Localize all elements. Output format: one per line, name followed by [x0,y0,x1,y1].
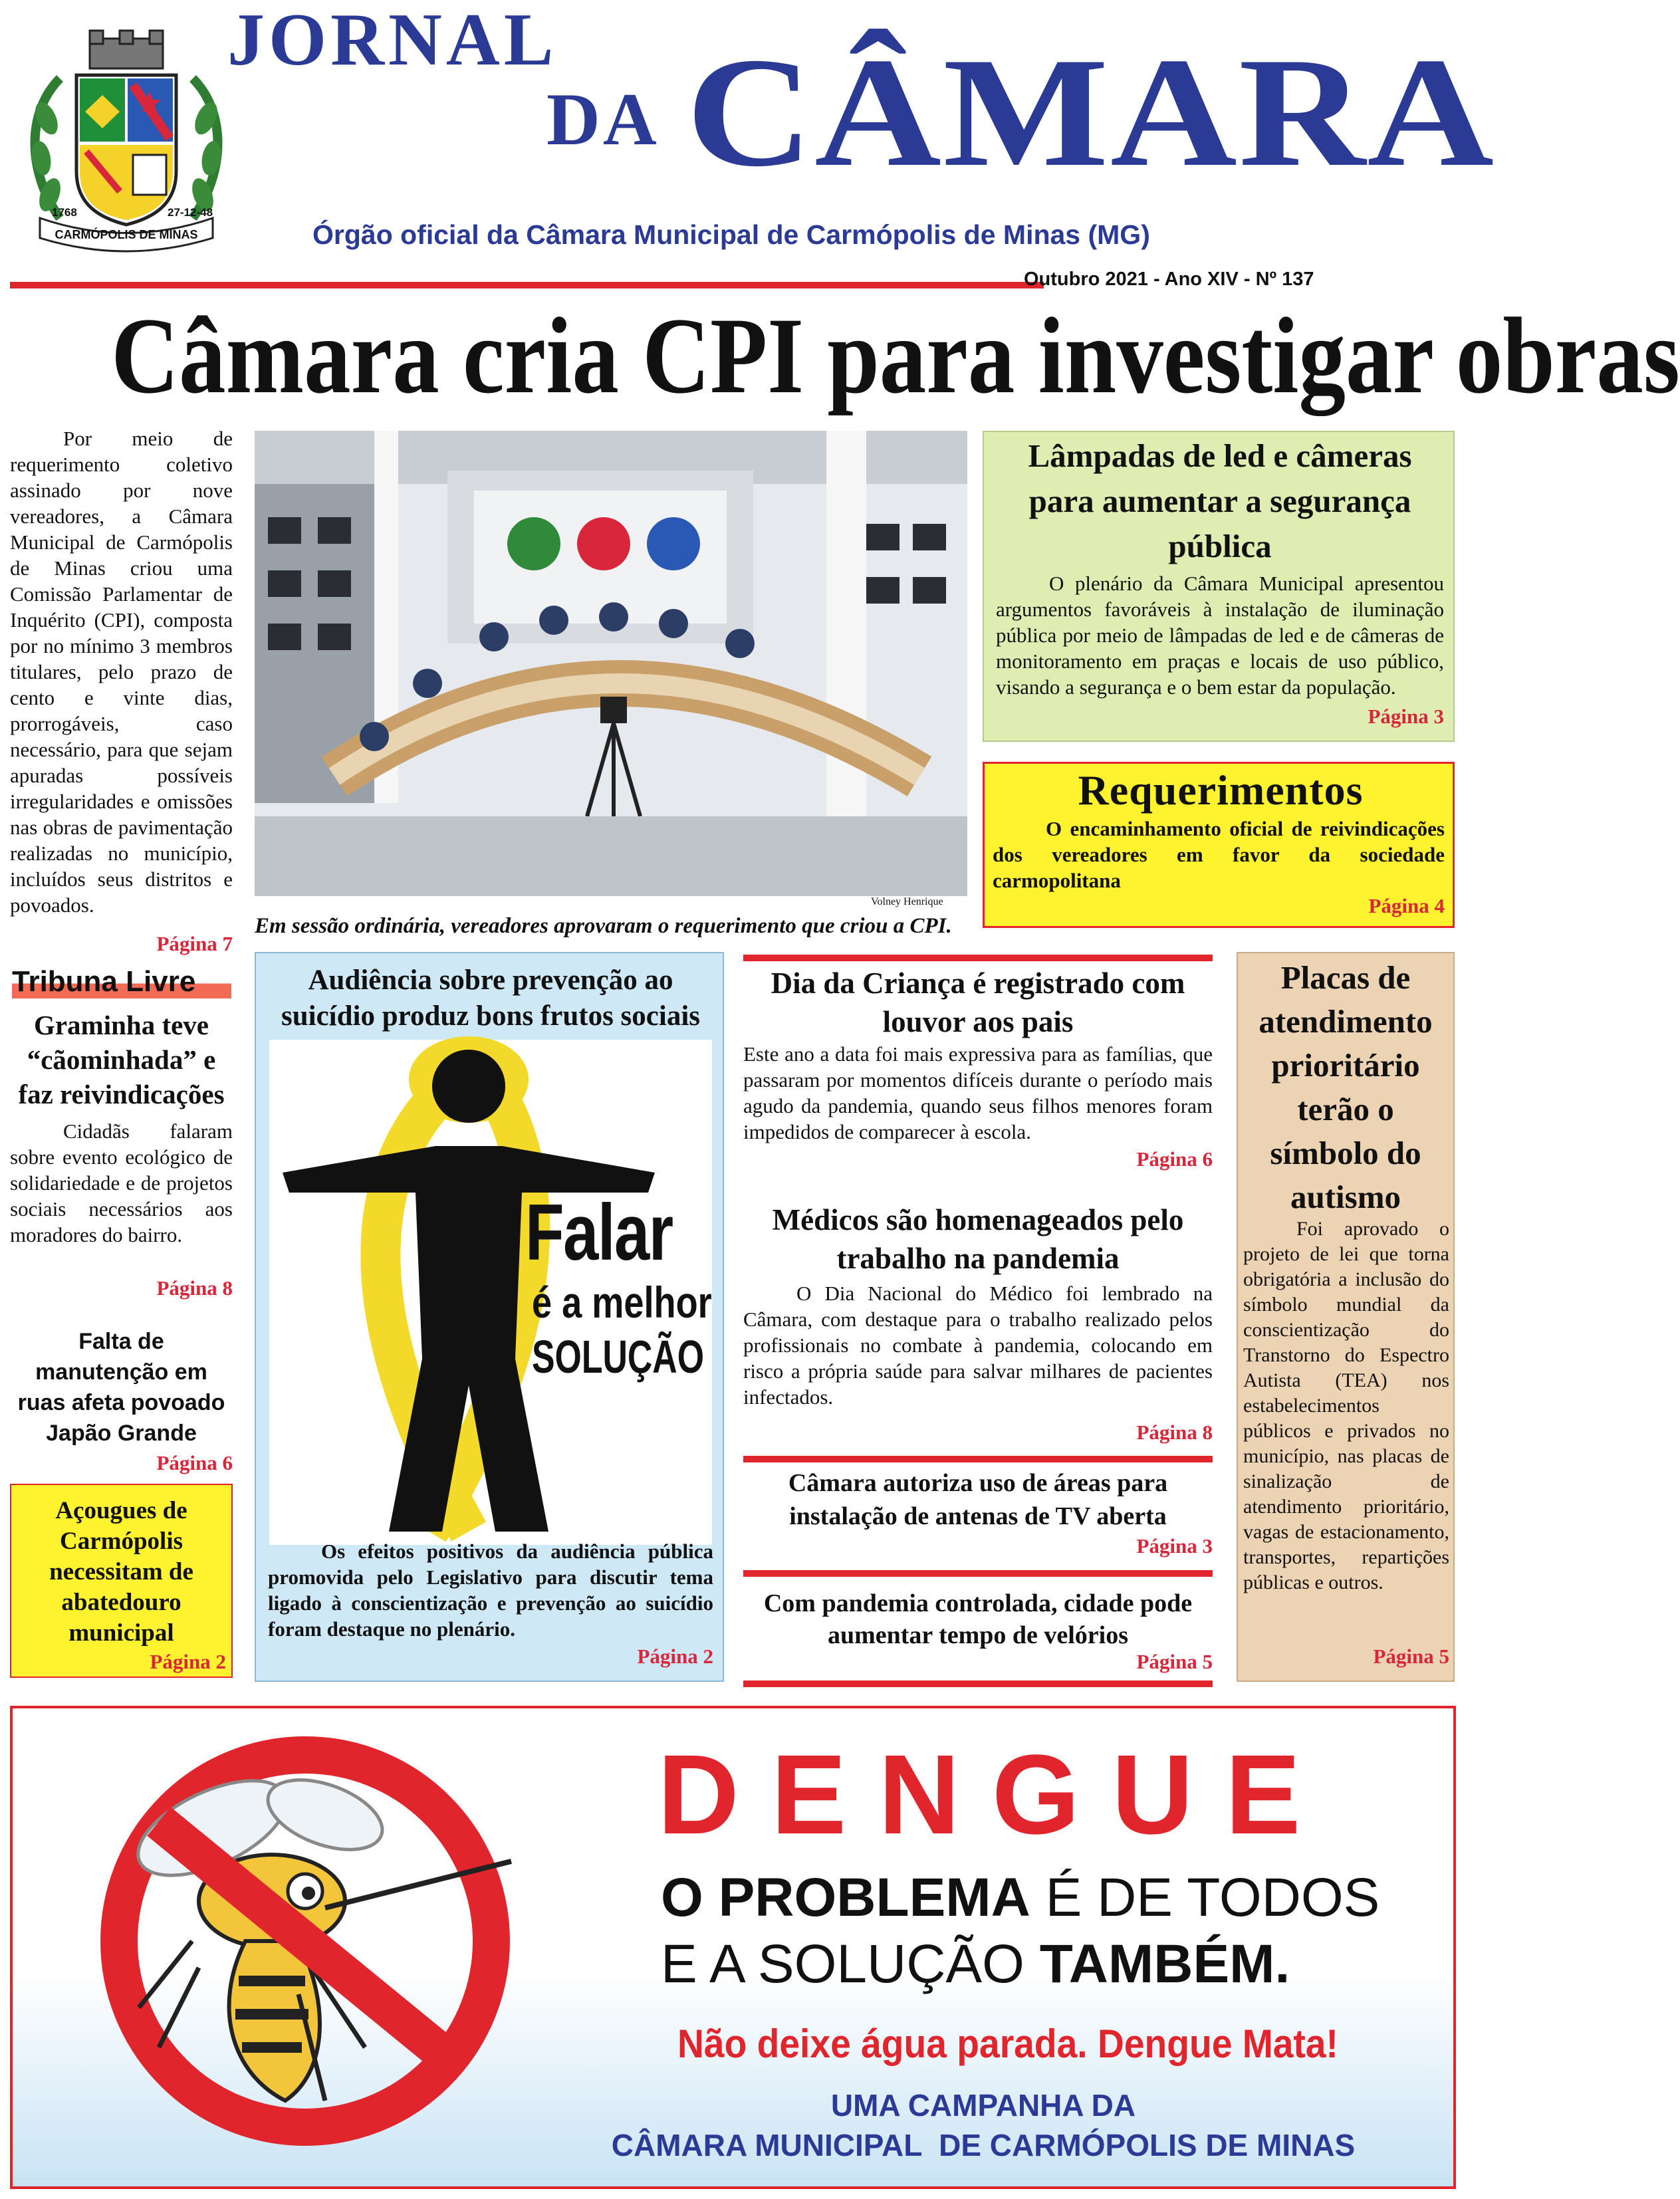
medicos-page-link[interactable]: Página 8 [1136,1421,1213,1444]
japao-title[interactable]: Falta de manutenção em ruas afeta povoado Japão Grande [17,1329,225,1446]
photo-credit: Volney Henrique [871,896,943,907]
medicos-text: O Dia Nacional do Médico foi lembrado na Câmara, com destaque para o trabalho realizado pelos profissionais no combate à pandemia, colocando em risco a própria saúde para salvar milhares de pacientes infectados. [743,1282,1213,1409]
poster-line3: SOLUÇÃO [532,1331,704,1383]
main-headline[interactable]: Câmara cria CPI para investigar obras [111,296,1680,416]
dengue-campaign-line2: CÂMARA MUNICIPAL DE CARMÓPOLIS DE MINAS [611,2128,1356,2162]
audiencia-page-link[interactable]: Página 2 [637,1645,713,1668]
no-mosquito-icon [46,1728,564,2154]
placas-text: Foi aprovado o projeto de lei que torna obrigatória a inclusão do símbolo mundial da conscientização do Transtorno do Espectro Autista (TEA) nos estabelecimentos públicos e privados no município, nas placas de sinalização de atendimento prioritário, vagas de estacionamento, transportes, repartições públicas e outros. [1243,1218,1449,1593]
antenas-title[interactable]: Câmara autoriza uso de áreas para instalação de antenas de TV aberta [788,1469,1168,1530]
medicos-title[interactable]: Médicos são homenageados pelo trabalho na pandemia [772,1203,1184,1275]
antenas-rule [743,1456,1213,1462]
cpi-page-link[interactable]: Página 7 [156,932,233,955]
dengue-line1-bold: O PROBLEMA [661,1867,1030,1928]
poster-word-falar: Falar [525,1188,673,1277]
requerimentos-box[interactable] [983,762,1455,928]
dengue-line2-bold: TAMBÉM. [1039,1934,1290,1994]
masthead-rule [10,282,1044,289]
cpi-article-text: Por meio de requerimento coletivo assinado por nove vereadores, a Câmara Municipal de Carmópolis de Minas criou uma Comissão Parlamentar de Inquérito (CPI), composta por no mínimo 3 membros titulares, pelo prazo de cento e vinte dias, prorrogáveis, caso necessário, para que sejam apuradas possíveis irregularidades e omissões nas obras de pavimentação realizadas no município, incluídos seus distritos e povoados. [10,427,233,917]
velorios-bottom-rule [743,1680,1213,1687]
crest-year-left: 1768 [52,206,77,219]
velorios-rule [743,1570,1213,1577]
audiencia-text: Os efeitos positivos da audiência pública promovida pelo Legislativo para discutir tema ligado à conscientização e prevenção ao suicídio foram destaque no plenário. [268,1540,713,1641]
tribuna-livre-label: Tribuna Livre [12,965,231,998]
crest-city: CARMÓPOLIS DE MINAS [55,228,198,241]
tribuna-title[interactable]: Graminha teve “cãominhada” e faz reivindicações [18,1010,225,1109]
dengue-campaign-line1: UMA CAMPANHA DA [830,2088,1136,2123]
requerimentos-page-link[interactable]: Página 4 [1368,894,1445,917]
dengue-warning: Não deixe água parada. Dengue Mata! [677,2022,1338,2066]
poster-line2: é a melhor [532,1278,712,1327]
masthead-camara: CÂMARA [686,26,1496,199]
edition-info: Outubro 2021 - Ano XIV - Nº 137 [1024,269,1314,290]
dengue-line1 [661,1868,1380,1928]
audiencia-title: Audiência sobre prevenção ao suicídio produz bons frutos sociais [281,965,700,1032]
crianca-title[interactable]: Dia da Criança é registrado com louvor aos pais [771,967,1185,1038]
antenas-page-link[interactable]: Página 3 [1136,1534,1213,1558]
tribuna-page-link[interactable]: Página 8 [156,1276,233,1300]
dengue-line1-rest: É DE TODOS [1045,1867,1380,1928]
lampadas-text: O plenário da Câmara Municipal apresentou argumentos favoráveis à instalação de iluminação pública por meio de lâmpadas de led e de câmeras de monitoramento em praças e locais de uso público, visando a segurança e o bem estar da população. [996,572,1444,699]
dengue-line2 [661,1934,1290,1994]
acougues-page-link[interactable]: Página 2 [150,1650,226,1673]
photo-caption: Em sessão ordinária, vereadores aprovaram o requerimento que criou a CPI. [255,914,952,938]
placas-box[interactable] [1237,952,1455,1682]
placas-title: Placas de atendimento prioritário terão o símbolo do autismo [1259,959,1433,1215]
crianca-rule [743,955,1213,961]
dengue-title: DENGUE [658,1732,1333,1858]
requerimentos-title: Requerimentos [1078,766,1364,814]
acougues-title: Açougues de Carmópolis necessitam de abatedouro municipal [49,1497,193,1647]
masthead-subtitle: Órgão oficial da Câmara Municipal de Carmópolis de Minas (MG) [312,219,1150,250]
japao-page-link[interactable]: Página 6 [156,1451,233,1474]
lampadas-box[interactable] [983,431,1455,742]
requerimentos-text: O encaminhamento oficial de reivindicações dos vereadores em favor da sociedade carmopolitana [993,817,1445,892]
placas-page-link[interactable]: Página 5 [1373,1645,1449,1668]
crianca-page-link[interactable]: Página 6 [1136,1147,1213,1171]
tribuna-text: Cidadãs falaram sobre evento ecológico de solidariedade e de projetos sociais necessários aos moradores do bairro. [10,1119,233,1246]
velorios-title[interactable]: Com pandemia controlada, cidade pode aumentar tempo de velórios [763,1589,1193,1649]
dengue-banner [10,1706,1456,2189]
masthead-da: DA [546,78,660,161]
plenary-photo-icon [255,431,967,896]
velorios-page-link[interactable]: Página 5 [1136,1650,1213,1673]
city-crest [20,19,233,251]
lampadas-title: Lâmpadas de led e câmeras para aumentar a segurança pública [1028,437,1412,564]
lampadas-page-link[interactable]: Página 3 [1368,705,1444,728]
acougues-box[interactable] [10,1484,233,1678]
dengue-line2-rest: E A SOLUÇÃO [661,1934,1024,1994]
crest-year-right: 27-12-48 [168,206,213,219]
masthead-jornal: JORNAL [227,0,558,81]
audiencia-box[interactable] [255,952,724,1682]
suicide-prevention-poster [269,1040,712,1545]
crianca-text: Este ano a data foi mais expressiva para as famílias, que passaram por momentos difíceis durante o período mais agudo da pandemia, quando seus filhos menores foram impedidos de comparecer à escola. [743,1042,1213,1143]
session-photo [255,431,967,896]
